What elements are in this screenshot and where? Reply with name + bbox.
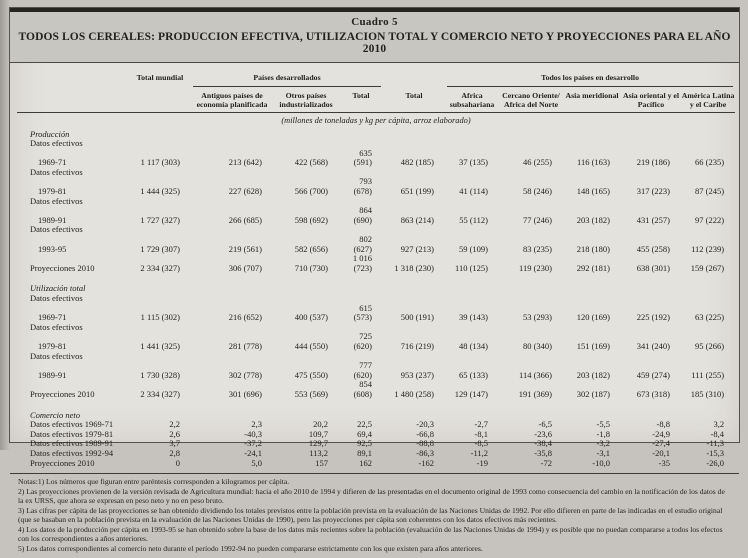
table-cell: 113,2 [309,447,328,458]
table-cell: 3,7 [169,438,180,449]
table-cell: 80 (340) [522,340,553,351]
table-cell: 777 (620) [353,360,373,380]
table-cell: 55 (112) [459,214,489,225]
row-label: Datos efectivos [30,321,83,332]
group-header-paises-en-desarrollo: Todos los países en desarrollo [445,66,735,87]
table-cell: 89,1 [357,447,373,458]
table-cell: 129 (147) [454,388,489,399]
table-cell: -162 [418,457,435,468]
table-cell: 553 (569) [294,388,328,399]
table-cell: 2,6 [169,428,180,439]
table-cell: 459 (274) [636,369,671,380]
table-cell: 95 (266) [695,340,725,351]
table-cell: 953 (237) [400,369,435,380]
table-cell: 710 (730) [294,262,328,273]
table-cell: 129,7 [308,438,328,449]
table-cell: 63 (225) [695,312,725,323]
table-cell: 302 (778) [228,369,262,380]
note-line: Notas:1) Los números que figuran entre paréntesis corresponden a kilogramos per cápita. [18,477,290,487]
table-cell: 114 (366) [519,369,553,380]
table-row [17,361,735,380]
row-sublabel: 1979-81 [38,340,67,351]
table-cell: 1 729 (307) [140,243,180,254]
table-cell: -24,1 [244,447,262,458]
table-cell: 2,3 [251,419,262,430]
table-cell: 863 (214) [400,214,435,225]
row-label: Datos efectivos 1979-81 [30,428,114,439]
table-cell: -8,8 [656,419,671,430]
table-cell: 22,5 [357,419,373,430]
table-cell: 266 (685) [228,214,262,225]
table-cell: 111 (255) [691,369,725,380]
table-cell: 5,0 [251,457,262,468]
table-cell: 20,2 [313,419,328,430]
table-cell: 1 441 (325) [140,340,180,351]
table-cell: 1 727 (327) [140,214,180,225]
table-cell: 2 334 (327) [140,262,180,273]
table-cell: -38,4 [534,438,553,449]
note-line: 4) Los datos de la producción per cápita en 1993-95 se han obtenido sobre la base de los datos más recientes sobre la población (evaluación de las Naciones Unidas de 1994) y es posible que no puedan compararse a todos los efectos con los correspondientes a años anteriores. [18,525,723,544]
table-cell: 219 (561) [228,243,262,254]
row-label: Datos efectivos [30,195,83,206]
col-header-asia-oriental: Asia oriental y el Pacífico [622,90,680,109]
table-cell: -11,2 [470,447,489,458]
table-row [17,380,735,399]
table-cell: -23,6 [534,428,553,439]
table-row [17,149,735,168]
table-cell: 1 016 (723) [352,253,373,273]
table-cell: 219 (186) [636,157,671,168]
table-row [17,168,735,178]
row-label: Datos efectivos 1989-91 [30,438,114,449]
row-label: Datos efectivos [30,224,83,235]
table-row [17,449,735,459]
table-cell: 793 (678) [353,176,373,197]
table-cell: -8,1 [474,428,489,439]
table-cell: 218 (180) [576,243,611,254]
table-cell: -40,3 [244,428,262,439]
table-cell: 566 (700) [294,186,328,197]
table-cell: 341 (240) [636,340,671,351]
row-sublabel: 1969-71 [38,157,67,168]
table-cell: -88,8 [416,438,435,449]
row-label: Datos efectivos [30,166,83,177]
table-cell: 216 (652) [228,312,262,323]
table-cell: 203 (182) [576,214,611,225]
table-cell: 0 [175,457,180,468]
section-row [17,127,735,140]
page-title: TODOS LOS CEREALES: PRODUCCION EFECTIVA, UTILIZACION TOTAL Y COMERCIO NETO Y PROYECCIONES PARA EL AÑO 2010 [18,31,731,55]
col-header-total-en-desarrollo: Total [405,90,423,100]
table-cell: 927 (213) [400,243,435,254]
table-row [17,420,735,430]
table-row [17,294,735,304]
table-cell: -10,0 [592,457,611,468]
table-cell: 58 (246) [522,186,553,197]
table-cell: 148 (165) [576,186,611,197]
table-cell: 46 (255) [522,157,553,168]
table-cell: 302 (187) [576,388,611,399]
table-cell: 65 (133) [458,369,489,380]
table-cell: 77 (246) [522,214,553,225]
table-cell: 41 (114) [459,186,489,197]
table-row [17,197,735,207]
table-body [17,127,735,469]
table-cell: 116 (163) [577,157,611,168]
table-cell: 2 334 (327) [140,388,180,399]
table-cell: -15,3 [706,447,725,458]
table-cell: 301 (696) [228,388,262,399]
table-cell: 59 (109) [458,243,489,254]
table-cell: 281 (778) [228,340,262,351]
table-cell: 92,5 [357,438,373,449]
table-cell: -2,7 [474,419,489,430]
table-cell: 227 (628) [228,186,262,197]
table-cell: 112 (239) [691,243,725,254]
row-sublabel: 1989-91 [38,369,67,380]
table-cell: 635 (591) [353,147,373,168]
table-cell: -72 [540,457,553,468]
units-note: (millones de toneladas y kg per cápita, arroz elaborado) [17,112,735,127]
note-line: 3) Las cifras per cápita de las proyecciones se han obtenido dividiendo los totales previstos entre la población prevista en la evaluación de las Naciones Unidas de 1992. Por ello difieren en parte de las indicadas en el estudio original (que se basaban en la población prevista en la evaluación de las Naciones Unidas de 1990), pero las proyecciones per cápita son coherentes con los datos efectivos más recientes. [18,505,723,525]
table-cell: 83 (235) [522,243,553,254]
col-header-asia-meridional: Asia meridional [565,90,619,100]
table-cell: -8,4 [710,428,725,439]
table-cell: 159 (267) [690,262,725,273]
table-cell: 1 730 (328) [140,369,180,380]
table-cell: -19 [476,457,489,468]
table-cell: 716 (219) [400,340,435,351]
table-cell: 2,8 [169,447,180,458]
table-cell: 53 (293) [522,312,553,323]
table-cell: 157 [315,457,328,468]
spacer-cell [383,66,445,87]
table-cell: 431 (257) [636,214,671,225]
table-cell: 185 (310) [690,388,725,399]
col-header-cercano-oriente: Cercano Oriente/ Africa del Norte [502,90,560,109]
table-cell: 110 (125) [455,262,489,273]
note-line: 2) Las proyecciones provienen de la versión revisada de Agricultura mundial: hacia el año 2010 de 1994 y difieren de las presentadas en el documento original de 1993 como consecuencia del cambio en la notificación de los datos de la ex URSS, que ahora se expresan en peso neto y no en peso bruto. [18,486,725,506]
col-header-antiguos-paises: Antiguos países de economía planificada [196,90,268,109]
table-cell: -35 [658,457,671,468]
table-row [17,206,735,225]
row-label: Datos efectivos 1992-94 [30,447,114,458]
col-header-total-desarrollados: Total [352,90,370,100]
table-cell: 1 444 (325) [140,186,180,197]
section-row [17,273,735,294]
table-row [17,225,735,235]
row-label: Proyecciones 2010 [30,388,95,399]
table-cell: 87 (245) [695,186,725,197]
notes-section [10,473,739,558]
table-row [17,235,735,254]
col-header-america-latina: América Latina y el Caribe [681,90,735,109]
table-cell: 1 318 (230) [394,262,435,273]
table-cell: 500 (191) [400,312,435,323]
table-cell: 598 (692) [294,214,328,225]
table-cell: 615 (573) [353,302,373,323]
table-cell: 39 (143) [458,312,489,323]
table-cell: 864 (690) [353,205,373,225]
table-cell: -20,1 [652,447,671,458]
table-cell: 1 115 (302) [140,312,180,323]
table-cell: -11,3 [706,438,725,449]
row-sublabel: 1993-95 [38,243,67,254]
table-cell: -3,2 [596,438,611,449]
note-line: 5) Los datos correspondientes al comercio neto durante el período 1992-94 no pueden compararse estrictamente con los que existen para años anteriores. [18,544,483,554]
table-row [17,439,735,449]
row-label: Datos efectivos 1969-71 [30,419,114,430]
table-cell: 802 (627) [353,234,373,254]
row-label: Datos efectivos [30,350,83,361]
table-cell: 482 (185) [400,157,435,168]
table-cell: 400 (537) [294,312,328,323]
table-cell: -37,2 [244,438,262,449]
table-header [17,66,735,127]
table-cell: 203 (182) [576,369,611,380]
table-row [17,304,735,323]
table-cell: 213 (642) [228,157,262,168]
section-title: Producción [30,128,70,139]
table-cell: 444 (550) [294,340,328,351]
row-sublabel: 1969-71 [38,312,67,323]
table-cell: -20,3 [416,419,435,430]
table-cell: 475 (550) [294,369,328,380]
group-header-paises-desarrollados: Países desarrollados [191,66,383,87]
table-cell: 638 (301) [636,262,671,273]
table-cell: 97 (222) [695,214,725,225]
table-cell: 1 480 (258) [394,388,435,399]
table-cell: -66,8 [416,428,435,439]
table-cell: -27,4 [652,438,671,449]
table-row [17,254,735,273]
table-cell: 120 (169) [576,312,611,323]
table-title-band [10,8,739,63]
row-label-column-header [17,66,129,87]
table-cell: 673 (318) [636,388,671,399]
row-sublabel: 1979-81 [38,186,67,197]
table-cell: 3,2 [713,419,725,430]
table-cell: 725 (620) [353,331,373,351]
table-cell: -6,5 [538,419,553,430]
table-cell: 1 117 (303) [140,157,180,168]
table-cell: 69,4 [357,428,373,439]
table-cell: 151 (169) [576,340,611,351]
table-cell: 191 (369) [518,388,553,399]
table-cell: 66 (235) [695,157,725,168]
table-cell: -8,5 [474,438,489,449]
table-cell: 306 (707) [228,262,262,273]
table-cell: 651 (199) [400,186,435,197]
col-header-africa-subsahariana: Africa subsahariana [449,90,495,109]
row-label: Datos efectivos [30,293,83,303]
table-cell: 119 (230) [519,262,553,273]
table-row [17,332,735,351]
document-page [9,7,740,554]
table-row [17,177,735,196]
section-row [17,400,735,421]
section-title: Comercio neto [30,409,80,420]
cereals-table [17,66,735,468]
table-cell: 317 (223) [636,186,671,197]
table-row [17,352,735,362]
table-cell: -86,3 [416,447,435,458]
row-label: Proyecciones 2010 [30,457,95,468]
table-row [17,139,735,149]
table-cell: 422 (568) [294,157,328,168]
table-cell: 37 (135) [458,157,489,168]
table-cell: 2,2 [169,419,180,430]
section-title: Utilización total [30,283,86,294]
col-header-total-mundial: Total mundial [136,73,184,82]
table-cell: -24,9 [652,428,671,439]
table-cell: 109,7 [308,428,328,439]
table-cell: 225 (192) [636,312,671,323]
row-label: Proyecciones 2010 [30,262,95,273]
table-cell: 455 (258) [636,243,671,254]
table-cell: 162 [359,457,373,468]
row-label: Datos efectivos [30,138,83,149]
table-cell: -3,1 [596,447,611,458]
table-row [17,459,735,469]
row-sublabel: 1989-91 [38,214,67,225]
table-cell: -1,8 [596,428,611,439]
table-cell: 854 (608) [353,379,373,399]
table-cell: 292 (181) [576,262,611,273]
table-cell: 582 (656) [294,243,328,254]
table-row [17,430,735,440]
table-cell: -5,5 [596,419,611,430]
spacer-cell [17,87,129,113]
table-cell: -35,8 [534,447,553,458]
col-header-otros-paises: Otros países industrializados [279,90,333,109]
table-container [10,63,739,468]
table-row [17,323,735,333]
table-caption: Cuadro 5 [351,16,398,28]
table-cell: 48 (134) [458,340,489,351]
table-cell: -26,0 [706,457,725,468]
